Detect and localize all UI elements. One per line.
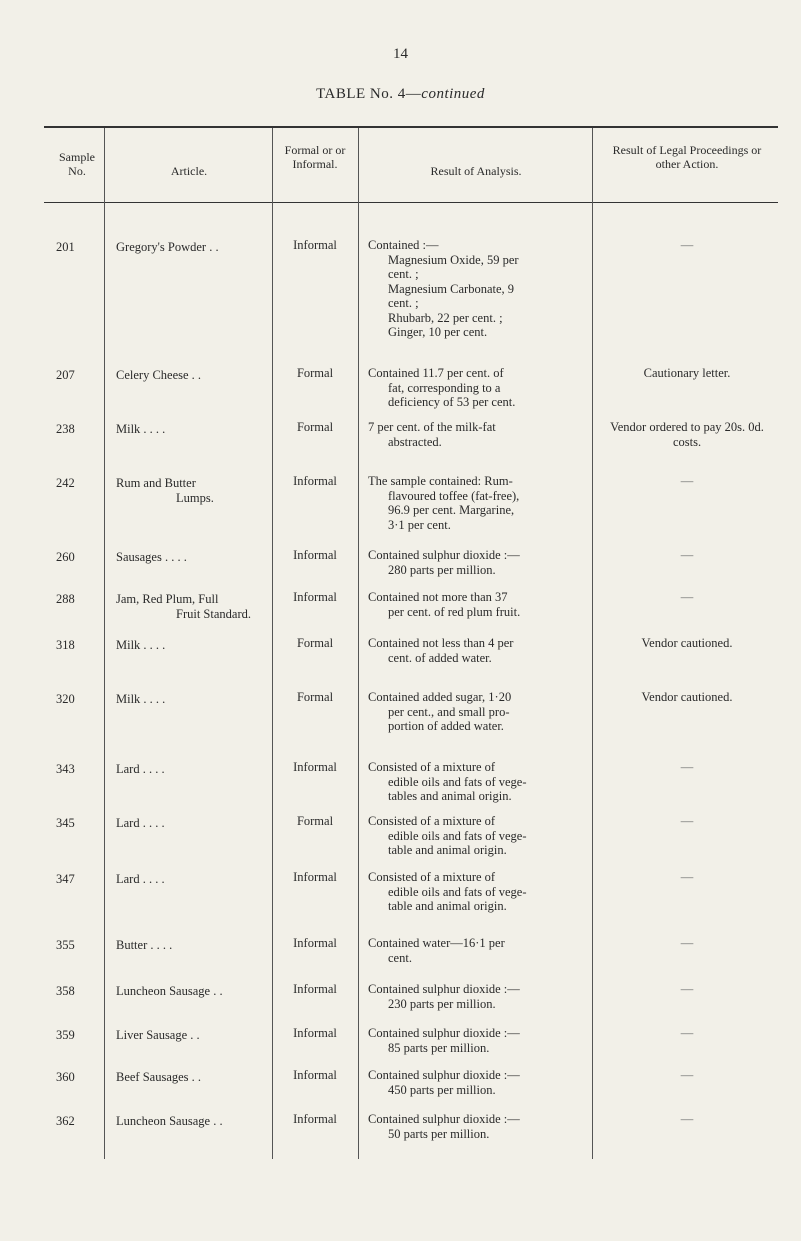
formal-informal: Informal <box>293 870 337 884</box>
article-name <box>116 938 268 953</box>
result-line: Contained not more than 37 <box>368 590 508 604</box>
sample-number: 359 <box>56 1028 75 1042</box>
article-line: Lard . . . . <box>116 872 165 886</box>
column-divider <box>104 128 105 1159</box>
article-name <box>116 1028 268 1043</box>
article-line: Celery Cheese . . <box>116 368 202 382</box>
analysis-result <box>368 982 588 1011</box>
legal-result: — <box>680 1112 694 1126</box>
article-line: Gregory's Powder . . <box>116 240 219 254</box>
result-line: edible oils and fats of vege- <box>388 828 527 843</box>
sample-number: 288 <box>56 592 75 606</box>
result-line: 50 parts per million. <box>388 1126 490 1141</box>
article-line: Lard . . . . <box>116 762 165 776</box>
sample-number: 360 <box>56 1070 75 1084</box>
table-title <box>0 86 801 103</box>
analysis-result <box>368 548 588 577</box>
result-line: Consisted of a mixture of <box>368 760 496 774</box>
article-name <box>116 984 268 999</box>
article-line: Sausages . . . . <box>116 550 187 564</box>
result-line: Consisted of a mixture of <box>368 870 496 884</box>
result-line: cent. of added water. <box>388 650 492 665</box>
result-line: cent. ; <box>388 296 419 310</box>
sample-number: 343 <box>56 762 75 776</box>
legal-result: — <box>680 982 694 996</box>
table-top-rule <box>44 126 778 128</box>
legal-result: — <box>680 814 694 828</box>
analysis-result <box>368 590 588 619</box>
formal-informal: Formal <box>296 690 334 704</box>
sample-number: 207 <box>56 368 75 382</box>
header-result: Result of Analysis. <box>430 164 522 178</box>
result-line: Consisted of a mixture of <box>368 814 496 828</box>
result-line: edible oils and fats of vege- <box>388 774 527 789</box>
article-line: Milk . . . . <box>116 692 166 706</box>
legal-result: — <box>680 760 694 774</box>
result-line: 7 per cent. of the milk-fat <box>368 420 496 434</box>
header-legal: Result of Legal Proceedings or other Action. <box>612 143 762 171</box>
sample-number: 201 <box>56 240 75 254</box>
result-line: Contained water—16·1 per <box>368 936 505 950</box>
article-line: Lumps. <box>176 490 214 505</box>
header-bottom-rule <box>44 202 778 203</box>
result-line: Contained sulphur dioxide :— <box>368 1026 520 1040</box>
legal-result: — <box>680 1026 694 1040</box>
sample-number: 355 <box>56 938 75 952</box>
result-line: Rhubarb, 22 per cent. ; <box>388 310 503 325</box>
analysis-result <box>368 420 588 449</box>
formal-informal: Formal <box>296 636 334 650</box>
analysis-result <box>368 814 588 858</box>
legal-result: — <box>680 548 694 562</box>
article-name <box>116 550 268 565</box>
result-line: table and animal origin. <box>388 899 507 913</box>
result-line: Contained sulphur dioxide :— <box>368 1068 520 1082</box>
result-line: deficiency of 53 per cent. <box>388 395 516 409</box>
result-line: 280 parts per million. <box>388 562 496 577</box>
formal-informal: Informal <box>293 982 337 996</box>
article-line: Luncheon Sausage . . <box>116 984 223 998</box>
article-name <box>116 240 268 255</box>
result-line: 96.9 per cent. Margarine, <box>388 503 515 517</box>
analysis-result <box>368 238 588 340</box>
formal-informal: Informal <box>293 474 337 488</box>
article-name <box>116 368 268 383</box>
article-name <box>116 592 268 621</box>
result-line: edible oils and fats of vege- <box>388 884 527 899</box>
sample-number: 345 <box>56 816 75 830</box>
result-line: 85 parts per million. <box>388 1040 490 1055</box>
analysis-result <box>368 760 588 804</box>
legal-result: — <box>680 870 694 884</box>
article-line: Luncheon Sausage . . <box>116 1114 223 1128</box>
sample-number: 320 <box>56 692 75 706</box>
sample-number: 318 <box>56 638 75 652</box>
result-line: Ginger, 10 per cent. <box>388 325 488 339</box>
result-line: tables and animal origin. <box>388 789 512 803</box>
article-line: Beef Sausages . . <box>116 1070 202 1084</box>
formal-informal: Informal <box>293 1026 337 1040</box>
result-line: abstracted. <box>388 434 442 449</box>
article-name <box>116 872 268 887</box>
article-line: Milk . . . . <box>116 638 166 652</box>
analysis-result <box>368 366 588 410</box>
legal-result: Vendor ordered to pay 20s. 0d. costs. <box>610 420 764 449</box>
article-name <box>116 1114 268 1129</box>
column-divider <box>592 128 593 1159</box>
formal-informal: Informal <box>293 1068 337 1082</box>
analysis-result <box>368 936 588 965</box>
result-line: 230 parts per million. <box>388 996 496 1011</box>
sample-number: 238 <box>56 422 75 436</box>
analysis-result <box>368 1068 588 1097</box>
article-line: Lard . . . . <box>116 816 165 830</box>
legal-result: — <box>680 590 694 604</box>
header-sample-no: Sample No. <box>59 150 95 178</box>
formal-informal: Formal <box>296 366 334 380</box>
article-line: Liver Sausage . . <box>116 1028 200 1042</box>
result-line: fat, corresponding to a <box>388 380 501 395</box>
result-line: Contained 11.7 per cent. of <box>368 366 504 380</box>
formal-informal: Informal <box>293 548 337 562</box>
legal-result: Vendor cautioned. <box>641 690 733 704</box>
result-line: cent. ; <box>388 267 419 281</box>
formal-informal: Formal <box>296 814 334 828</box>
sample-number: 358 <box>56 984 75 998</box>
result-line: Contained not less than 4 per <box>368 636 514 650</box>
sample-number: 362 <box>56 1114 75 1128</box>
article-line: Butter . . . . <box>116 938 173 952</box>
page-number: 14 <box>393 46 408 62</box>
analysis-result <box>368 636 588 665</box>
sample-number: 347 <box>56 872 75 886</box>
result-line: Contained sulphur dioxide :— <box>368 548 520 562</box>
table-title-main: TABLE No. 4— <box>316 86 422 102</box>
formal-informal: Informal <box>293 238 337 252</box>
legal-result: — <box>680 936 694 950</box>
article-line: Jam, Red Plum, Full <box>116 592 219 606</box>
sample-number: 260 <box>56 550 75 564</box>
result-line: The sample contained: Rum- <box>368 474 513 488</box>
article-name <box>116 762 268 777</box>
article-name <box>116 816 268 831</box>
analysis-result <box>368 474 588 532</box>
article-name <box>116 638 268 653</box>
result-line: 3·1 per cent. <box>388 517 451 532</box>
result-line: Contained sulphur dioxide :— <box>368 1112 520 1126</box>
result-line: portion of added water. <box>388 719 504 733</box>
article-name <box>116 692 268 707</box>
column-divider <box>358 128 359 1159</box>
result-line: per cent. of red plum fruit. <box>388 604 521 619</box>
result-line: Contained sulphur dioxide :— <box>368 982 520 996</box>
formal-informal: Informal <box>293 590 337 604</box>
result-line: 450 parts per million. <box>388 1082 496 1097</box>
result-line: Contained added sugar, 1·20 <box>368 690 512 704</box>
analysis-result <box>368 1112 588 1141</box>
legal-result: Vendor cautioned. <box>641 636 733 650</box>
column-divider <box>272 128 273 1159</box>
result-line: flavoured toffee (fat-free), <box>388 488 520 503</box>
result-line: Magnesium Carbonate, 9 <box>388 281 515 296</box>
sample-number: 242 <box>56 476 75 490</box>
result-line: Magnesium Oxide, 59 per <box>388 252 519 267</box>
header-formal: Formal or or Informal. <box>284 143 346 171</box>
result-line: table and animal origin. <box>388 843 507 857</box>
article-name <box>116 422 268 437</box>
legal-result: — <box>680 238 694 252</box>
result-line: Contained :— <box>368 238 439 252</box>
article-name <box>116 1070 268 1085</box>
article-line: Fruit Standard. <box>176 606 251 621</box>
article-name <box>116 476 268 505</box>
legal-result: — <box>680 1068 694 1082</box>
article-line: Milk . . . . <box>116 422 166 436</box>
result-line: cent. <box>388 950 412 965</box>
analysis-result <box>368 870 588 914</box>
analysis-result <box>368 690 588 734</box>
table-title-continued: continued <box>421 86 485 102</box>
formal-informal: Informal <box>293 1112 337 1126</box>
formal-informal: Informal <box>293 936 337 950</box>
legal-result: Cautionary letter. <box>643 366 731 380</box>
result-line: per cent., and small pro- <box>388 704 510 719</box>
formal-informal: Formal <box>296 420 334 434</box>
analysis-result <box>368 1026 588 1055</box>
formal-informal: Informal <box>293 760 337 774</box>
legal-result: — <box>680 474 694 488</box>
article-line: Rum and Butter <box>116 476 196 490</box>
header-article: Article. <box>170 164 208 178</box>
